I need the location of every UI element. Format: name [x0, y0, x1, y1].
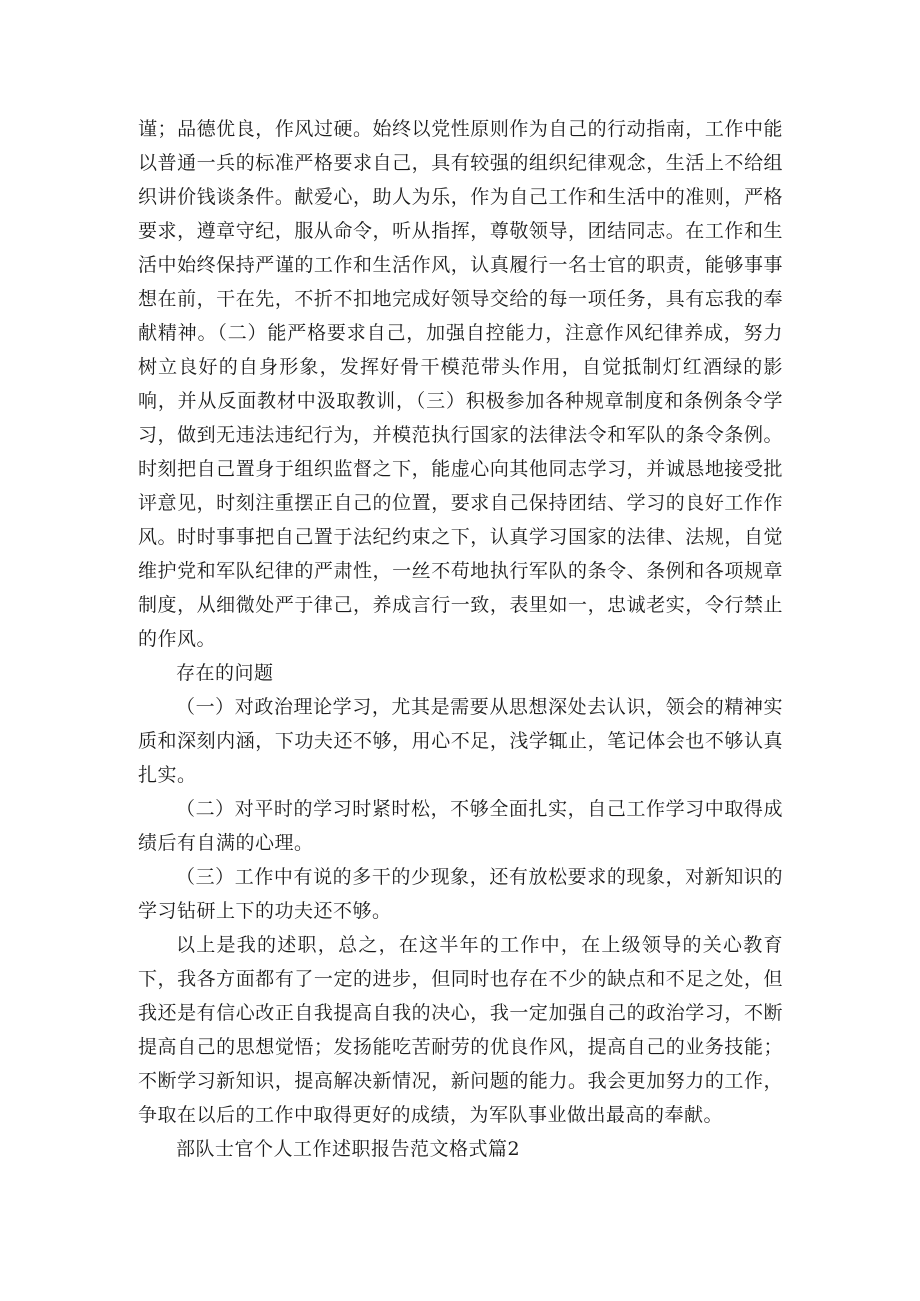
body-paragraph-1: 谨；品德优良，作风过硬。始终以党性原则作为自己的行动指南，工作中能以普通一兵的标准严格要求自己，具有较强的组织纪律观念，生活上不给组织讲价钱谈条件。献爱心，助人为乐，作为自己工作和生活中的准则，严格要求，遵章守纪，服从命令，听从指挥，尊敬领导，团结同志。在工作和生活中始终保持严谨的工作和生活作风，认真履行一名士官的职责，能够事事想在前，干在先，不折不扣地完成好领导交给的每一项任务，具有忘我的奉献精神。（二）能严格要求自己，加强自控能力，注意作风纪律养成，努力树立良好的自身形象，发挥好骨干模范带头作用，自觉抵制灯红酒绿的影响，并从反面教材中汲取教训，（三）积极参加各种规章制度和条例条令学习，做到无违法违纪行为，并模范执行国家的法律法令和军队的条令条例。时刻把自己置身于组织监督之下，能虚心向其他同志学习，并诚恳地接受批评意见，时刻注重摆正自己的位置，要求自己保持团结、学习的良好工作作风。时时事事把自己置于法纪约束之下，认真学习国家的法律、法规，自觉维护党和军队纪律的严肃性，一丝不苟地执行军队的条令、条例和各项规章制度，从细微处严于律己，养成言行一致，表里如一，忠诚老实，令行禁止的作风。: [138, 118, 783, 650]
issue-paragraph-1: （一）对政治理论学习，尤其是需要从思想深处去认识，领会的精神实质和深刻内涵，下功夫还不够，用心不足，浅学辄止，笔记体会也不够认真扎实。: [138, 696, 783, 786]
next-section-title: 部队士官个人工作述职报告范文格式篇2: [176, 1138, 521, 1160]
conclusion-paragraph: 以上是我的述职，总之，在这半年的工作中，在上级领导的关心教育下，我各方面都有了一定的进步，但同时也存在不少的缺点和不足之处，但我还是有信心改正自我提高自我的决心，我一定加强自己的政治学习，不断提高自己的思想觉悟；发扬能吃苦耐劳的优良作风，提高自己的业务技能；不断学习新知识，提高解决新情况，新问题的能力。我会更加努力的工作，争取在以后的工作中取得更好的成绩，为军队事业做出最高的奉献。: [138, 934, 783, 1126]
issue-paragraph-2: （二）对平时的学习时紧时松，不够全面扎实，自己工作学习中取得成绩后有自满的心理。: [138, 798, 783, 854]
section-heading-issues: 存在的问题: [176, 662, 274, 684]
document-body: [138, 112, 783, 1166]
issue-paragraph-3: （三）工作中有说的多干的少现象，还有放松要求的现象，对新知识的学习钻研上下的功夫还不够。: [138, 866, 783, 922]
